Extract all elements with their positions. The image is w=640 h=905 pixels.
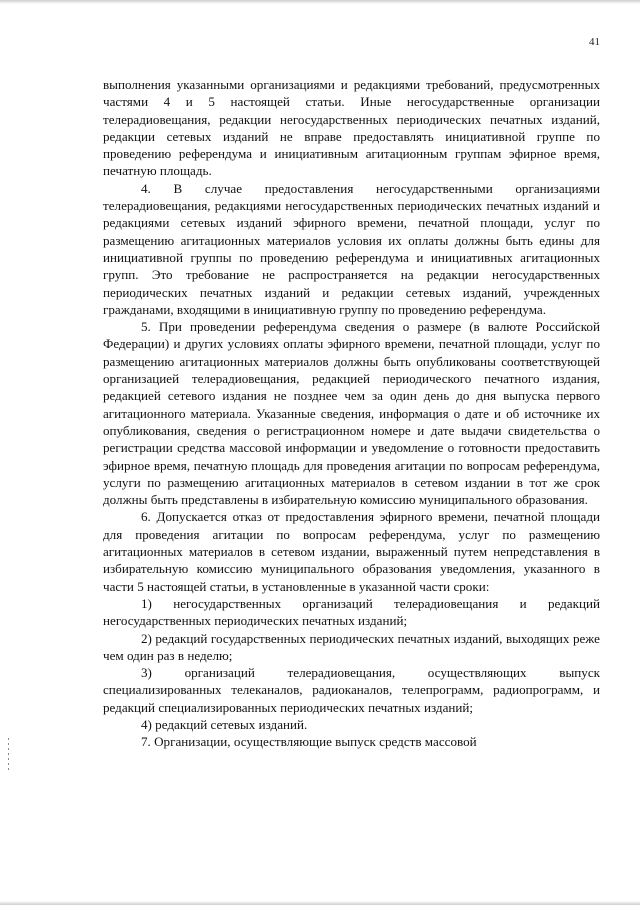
list-item-1: 1) негосударственных организаций телерадиовещания и редакций негосударственных периодических печатных изданий; [103,595,600,629]
scan-edge-top [0,0,640,4]
paragraph-part-5: 5. При проведении референдума сведения о размере (в валюте Российской Федерации) и других условиях оплаты эфирного времени, печатной площади, услуг по размещению агитационных материалов должны быть опубликованы соответствующей организацией телерадиовещания, редакцией периодического печатного издания, редакцией сетевого издания не позднее чем за один день до дня выпуска первого агитационного материала. Указанные сведения, информация о дате и об источнике их опубликования, сведения о регистрационном номере и дате выдачи свидетельства о регистрации средства массовой информации и уведомление о готовности предоставить эфирное время, печатную площадь для проведения агитации по вопросам референдума, услуги по размещению агитационных материалов в сетевом издании в тот же срок должны быть представлены в избирательную комиссию муниципального образования. [103,319,600,508]
list-item-3: 3) организаций телерадиовещания, осуществляющих выпуск специализированных телеканалов, радиоканалов, телепрограмм, радиопрограмм, и редакций специализированных периодических печатных изданий; [103,665,600,715]
paragraph-part-7: 7. Организации, осуществляющие выпуск средств массовой [141,734,477,750]
document-body [103,76,600,751]
scan-edge-bottom [0,901,640,905]
scan-margin-mark [8,738,9,772]
paragraph-continuation: выполнения указанными организациями и редакциями требований, предусмотренных частями 4 и 5 настоящей статьи. Иные негосударственные организации телерадиовещания, редакции негосударственных периодических печатных изданий, редакции сетевых изданий не вправе предоставлять инициативной группе по проведению референдума и инициативным агитационным группам эфирное время, печатную площадь. [103,77,600,179]
list-item-2: 2) редакций государственных периодических печатных изданий, выходящих реже чем один раз в неделю; [103,630,600,663]
list-item-4: 4) редакций сетевых изданий. [141,716,308,732]
paragraph-part-4: 4. В случае предоставления негосударственными организациями телерадиовещания, редакциями негосударственных периодических печатных изданий и редакциями сетевых изданий эфирного времени, печатной площади, услуг по размещению агитационных материалов условия их оплаты должны быть едины для инициативной группы по проведению референдума и инициативных агитационных групп. Это требование не распространяется на редакции негосударственных периодических печатных изданий и редакции сетевых изданий, учрежденных гражданами, входящими в инициативную группу по проведению референдума. [103,180,600,317]
page-number: 41 [589,36,600,48]
paragraph-part-6: 6. Допускается отказ от предоставления эфирного времени, печатной площади для проведения агитации по вопросам референдума, услуг по размещению агитационных материалов в сетевом издании, выраженный путем непредставления в избирательную комиссию муниципального образования уведомления, указанного в части 5 настоящей статьи, в установленные в указанной части сроки: [103,509,600,594]
